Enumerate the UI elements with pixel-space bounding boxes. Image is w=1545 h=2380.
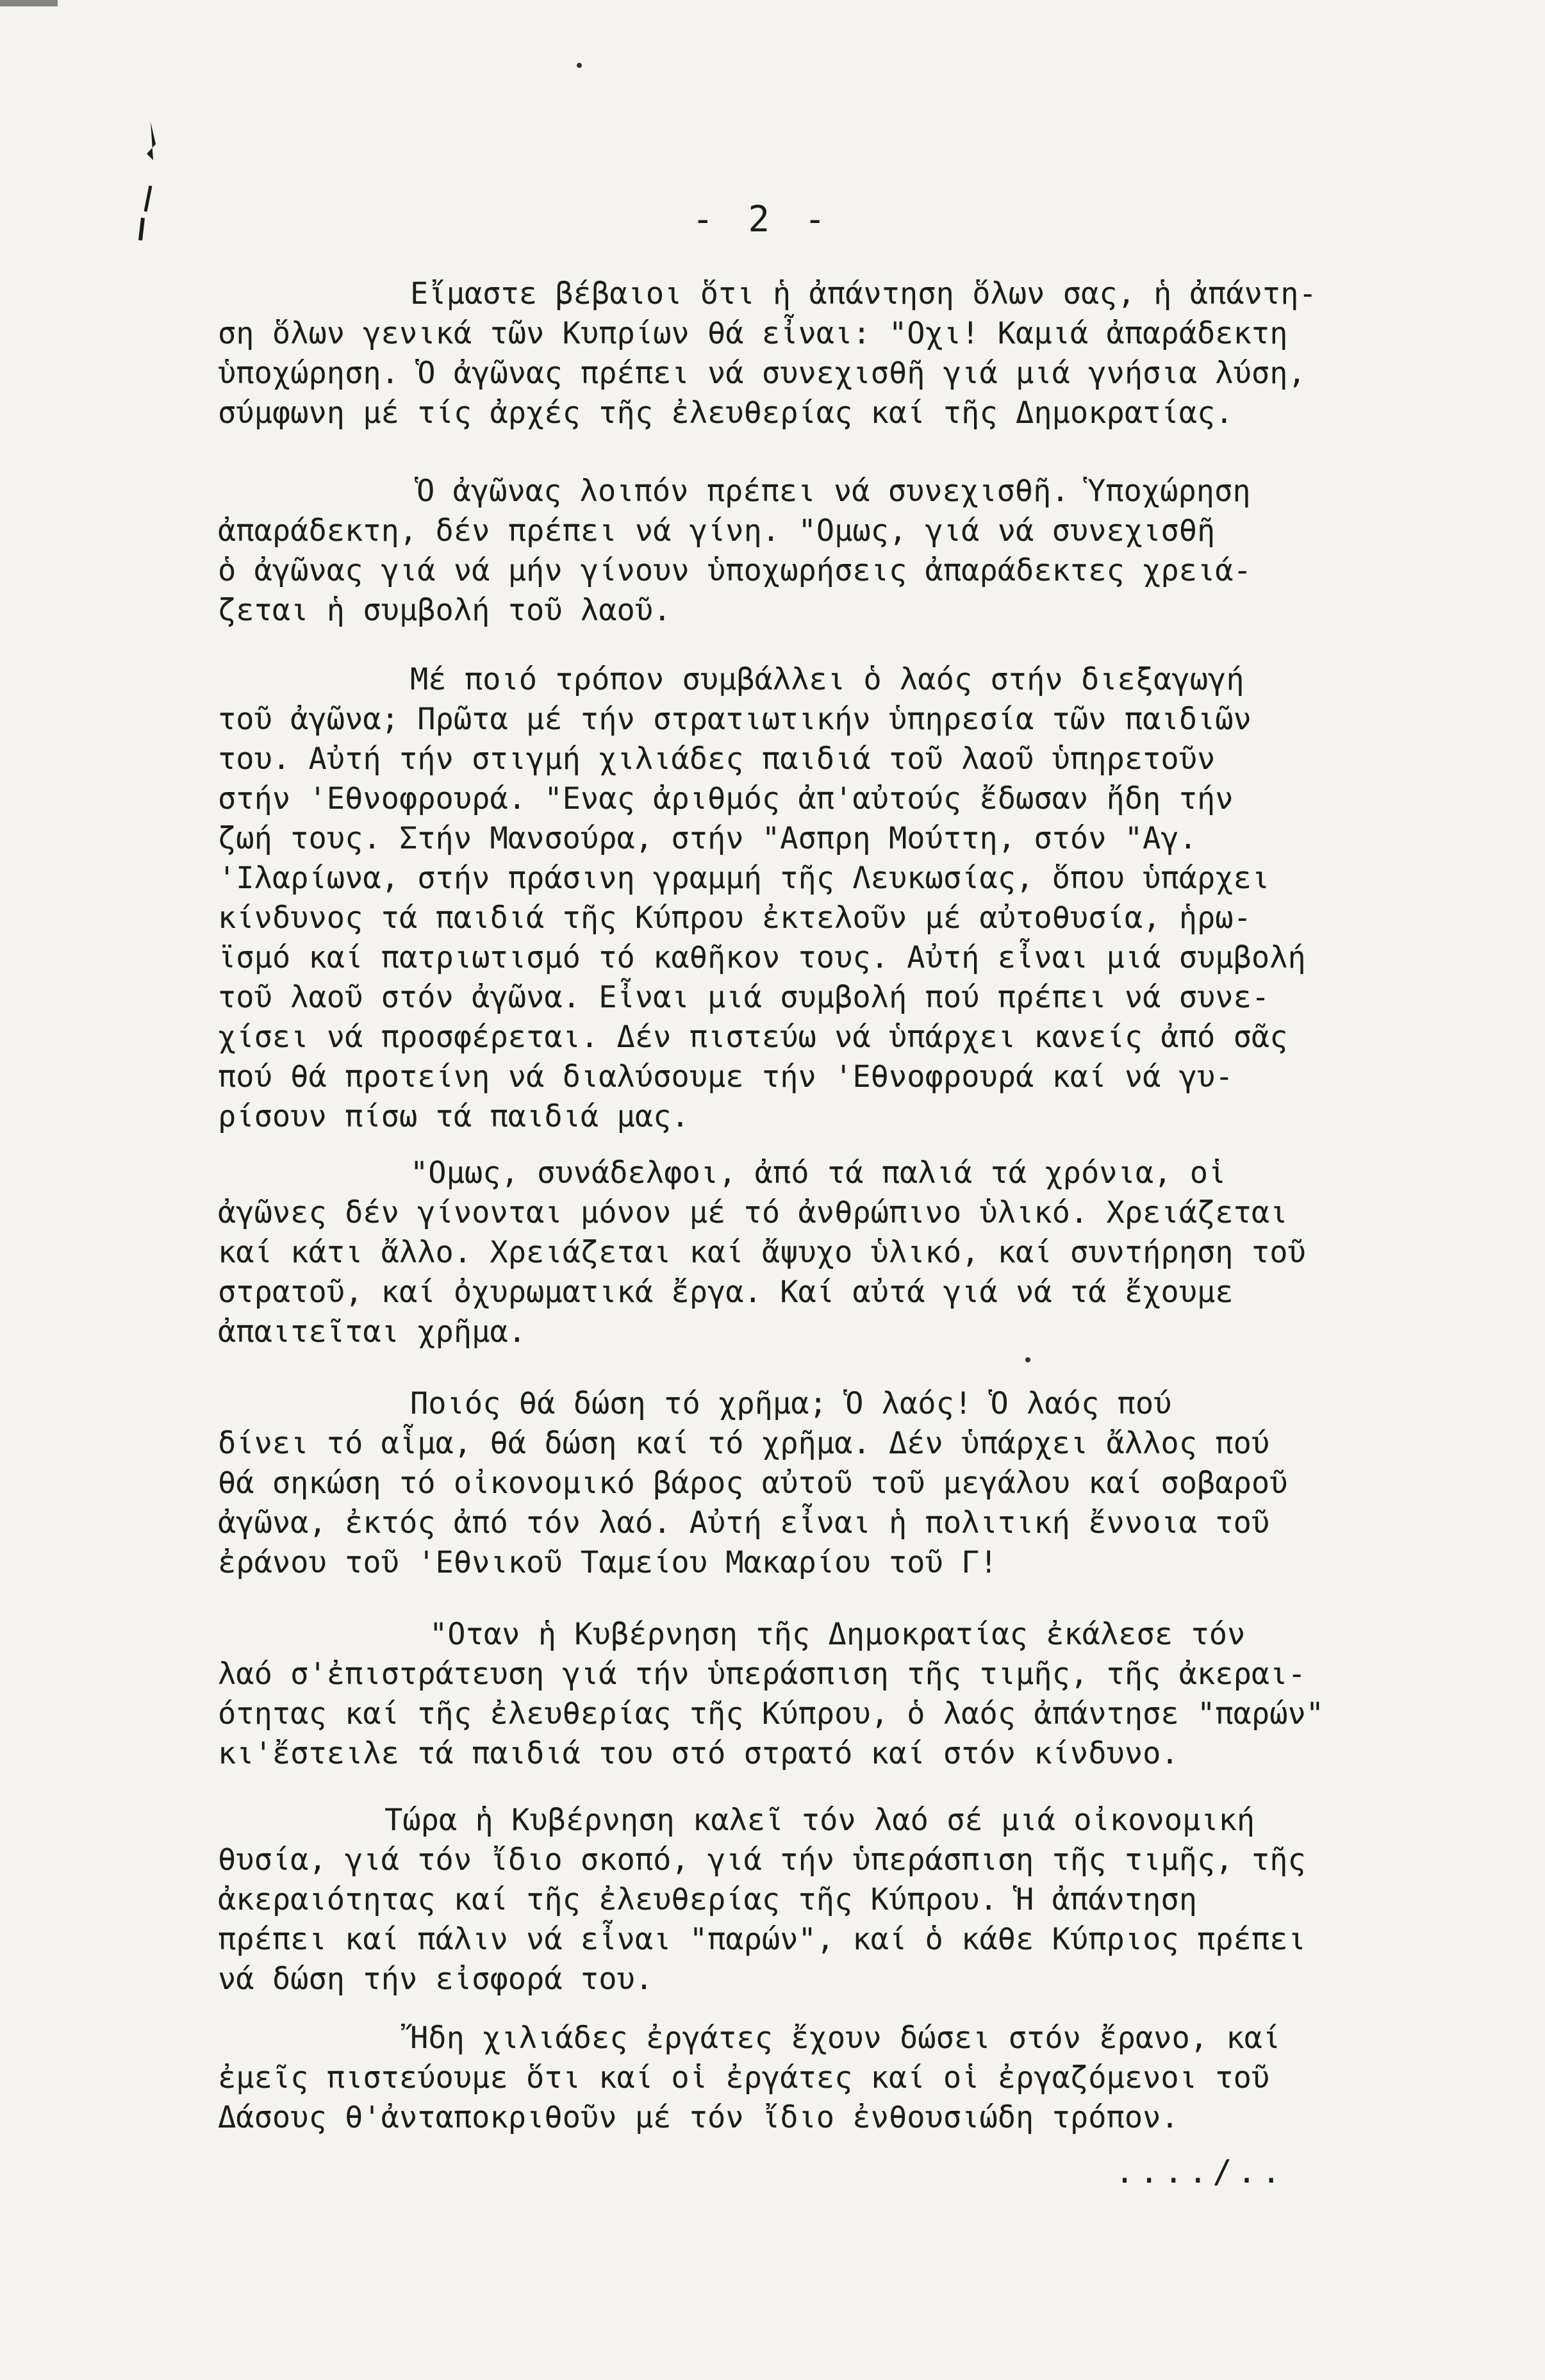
text-line: Ποιός θά δώση τό χρῆμα; Ὁ λαός! Ὁ λαός πού: [410, 1386, 1172, 1421]
text-line: ϊσμό καί πατριωτισμό τό καθῆκον τους. Αὐτή εἶναι μιά συμβολή: [218, 940, 1306, 975]
paragraph-4: [218, 1153, 1435, 1352]
text-line: ἐράνου τοῦ 'Εθνικοῦ Ταμείου Μακαρίου τοῦ Γ!: [218, 1545, 998, 1580]
text-line: ὁ ἀγῶνας γιά νά μήν γίνουν ὑποχωρήσεις ἀπαράδεκτες χρειά-: [218, 553, 1252, 588]
scan-speck: [577, 63, 582, 68]
text-line: χίσει νά προσφέρεται. Δέν πιστεύω νά ὑπάρχει κανείς ἀπό σᾶς: [218, 1020, 1288, 1055]
text-line: ότητας καί τῆς ἐλευθερίας τῆς Κύπρου, ὁ λαός ἀπάντησε "παρών": [218, 1696, 1325, 1731]
text-line: ρίσουν πίσω τά παιδιά μας.: [218, 1099, 690, 1134]
text-line: κίνδυνος τά παιδιά τῆς Κύπρου ἐκτελοῦν μέ αὐτοθυσία, ἡρω-: [218, 900, 1252, 936]
text-line: "Οταν ἡ Κυβέρνηση τῆς Δημοκρατίας ἐκάλεσε τόν: [429, 1617, 1246, 1652]
text-line: Δάσους θ'ἀνταποκριθοῦν μέ τόν ἴδιο ἐνθουσιώδη τρόπον.: [218, 2100, 1179, 2135]
text-line: λαό σ'ἐπιστράτευση γιά τήν ὑπεράσπιση τῆς τιμῆς, τῆς ἀκεραι-: [218, 1657, 1306, 1692]
text-line: "Ομως, συνάδελφοι, ἀπό τά παλιά τά χρόνια, οἱ: [410, 1155, 1227, 1191]
text-line: δίνει τό αἷμα, θά δώση καί τό χρῆμα. Δέν ὑπάρχει ἄλλος πού: [218, 1426, 1270, 1461]
text-line: Μέ ποιό τρόπον συμβάλλει ὁ λαός στήν διεξαγωγή: [410, 662, 1244, 697]
text-line: ἀπαιτεῖται χρῆμα.: [218, 1314, 527, 1350]
text-line: ζωή τους. Στήν Μανσούρα, στήν "Ασπρη Μούττη, στόν "Αγ.: [218, 821, 1198, 856]
text-line: σύμφωνη μέ τίς ἀρχές τῆς ἐλευθερίας καί τῆς Δημοκρατίας.: [218, 395, 1234, 431]
text-line: κι'ἔστειλε τά παιδιά του στό στρατό καί στόν κίνδυνο.: [218, 1736, 1179, 1771]
text-line: Εἴμαστε βέβαιοι ὅτι ἡ ἀπάντηση ὅλων σας, ἡ ἀπάντη-: [410, 276, 1317, 311]
text-line: Ὁ ἀγῶνας λοιπόν πρέπει νά συνεχισθῆ. Ὑποχώρηση: [417, 474, 1251, 509]
text-line: πρέπει καί πάλιν νά εἶναι "παρών", καί ὁ κάθε Κύπριος πρέπει: [218, 1922, 1306, 1957]
text-line: καί κάτι ἄλλο. Χρειάζεται καί ἄψυχο ὑλικό, καί συντήρηση τοῦ: [218, 1235, 1306, 1270]
paragraph-2: [218, 472, 1435, 631]
text-line: Τώρα ἡ Κυβέρνηση καλεῖ τόν λαό σέ μιά οἰκονομική: [384, 1803, 1255, 1838]
paragraph-7: [218, 1801, 1435, 1999]
text-line: ἀγῶνες δέν γίνονται μόνον μέ τό ἀνθρώπινο ὑλικό. Χρειάζεται: [218, 1195, 1288, 1230]
paragraph-3: [218, 660, 1435, 1137]
paragraph-6: [218, 1615, 1435, 1774]
scan-speck: [1025, 1357, 1030, 1362]
text-line: ἀπαράδεκτη, δέν πρέπει νά γίνη. "Ομως, γιά νά συνεχισθῆ: [218, 513, 1216, 549]
handwritten-margin-mark: [131, 115, 170, 244]
text-line: ἀκεραιότητας καί τῆς ἐλευθερίας τῆς Κύπρου. Ἡ ἀπάντηση: [218, 1882, 1198, 1917]
continuation-mark: ..../..: [1115, 2153, 1286, 2190]
paragraph-8: [218, 2019, 1435, 2138]
text-line: νά δώση τήν εἰσφορά του.: [218, 1962, 654, 1997]
text-line: Ἤδη χιλιάδες ἐργάτες ἔχουν δώσει στόν ἔρανο, καί: [410, 2021, 1281, 2056]
text-line: στήν 'Εθνοφρουρά. "Ενας ἀριθμός ἀπ'αὐτούς ἔδωσαν ἤδη τήν: [218, 781, 1234, 816]
text-line: ἀγῶνα, ἐκτός ἀπό τόν λαό. Αὐτή εἶναι ἡ πολιτική ἔννοια τοῦ: [218, 1505, 1270, 1541]
paragraph-5: [218, 1384, 1435, 1583]
text-line: τοῦ λαοῦ στόν ἀγῶνα. Εἶναι μιά συμβολή πού πρέπει νά συνε-: [218, 980, 1270, 1015]
text-line: θυσία, γιά τόν ἴδιο σκοπό, γιά τήν ὑπεράσπιση τῆς τιμῆς, τῆς: [218, 1842, 1306, 1878]
text-line: τοῦ ἀγῶνα; Πρῶτα μέ τήν στρατιωτικήν ὑπηρεσία τῶν παιδιῶν: [218, 702, 1252, 737]
text-line: στρατοῦ, καί ὀχυρωματικά ἔργα. Καί αὐτά γιά νά τά ἔχουμε: [218, 1275, 1234, 1310]
text-line: ση ὅλων γενικά τῶν Κυπρίων θά εἶναι: "Οχι! Καμιά ἀπαράδεκτη: [218, 316, 1288, 351]
text-line: πού θά προτείνη νά διαλύσουμε τήν 'Εθνοφρουρά καί νά γυ-: [218, 1059, 1234, 1095]
text-line: ζεται ἡ συμβολή τοῦ λαοῦ.: [218, 593, 672, 628]
page-number: - 2 -: [692, 199, 832, 240]
text-line: θά σηκώση τό οἰκονομικό βάρος αὐτοῦ τοῦ μεγάλου καί σοβαροῦ: [218, 1466, 1288, 1501]
text-line: του. Αὐτή τήν στιγμή χιλιάδες παιδιά τοῦ λαοῦ ὑπηρετοῦν: [218, 741, 1216, 777]
paragraph-1: [218, 274, 1435, 433]
text-line: ὑποχώρηση. Ὁ ἀγῶνας πρέπει νά συνεχισθῆ γιά μιά γνήσια λύση,: [218, 356, 1306, 391]
text-line: 'Ιλαρίωνα, στήν πράσινη γραμμή τῆς Λευκωσίας, ὅπου ὑπάρχει: [218, 861, 1270, 896]
text-line: ἐμεῖς πιστεύουμε ὅτι καί οἱ ἐργάτες καί οἱ ἐργαζόμενοι τοῦ: [218, 2060, 1270, 2095]
scan-edge-mark: [0, 0, 58, 6]
